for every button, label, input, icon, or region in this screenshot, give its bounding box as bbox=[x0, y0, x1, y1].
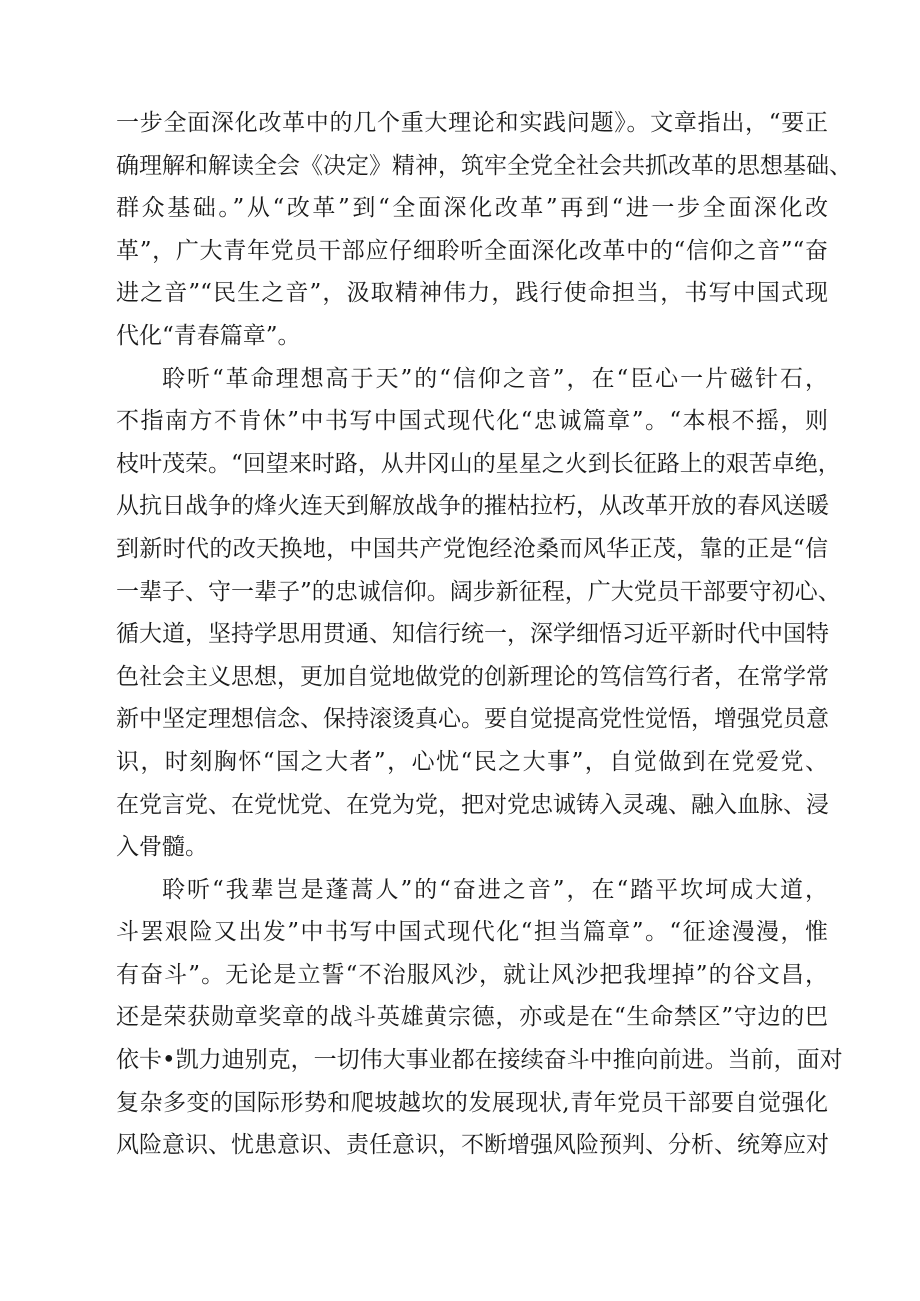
text-line: 群众基础。”从“改革”到“全面深化改革”再到“进一步全面深化改 bbox=[116, 195, 828, 222]
text-line: 不指南方不肯休”中书写中国式现代化“忠诚篇章”。“本根不摇，则 bbox=[116, 408, 828, 435]
text-line: 风险意识、忧患意识、责任意识，不断增强风险预判、分析、统筹应对 bbox=[116, 1132, 829, 1159]
text-line: 依卡•凯力迪别克，一切伟大事业都在接续奋斗中推向前进。当前，面对 bbox=[116, 1047, 843, 1074]
text-line: 入骨髓。 bbox=[116, 834, 208, 861]
text-line: 聆听“我辈岂是蓬蒿人”的“奋进之音”，在“踏平坎坷成大道， bbox=[162, 876, 828, 903]
text-line: 进之音”“民生之音”，汲取精神伟力，践行使命担当，书写中国式现 bbox=[116, 280, 828, 307]
text-line: 到新时代的改天换地，中国共产党饱经沧桑而风华正茂，靠的正是“信 bbox=[116, 535, 828, 562]
document-body bbox=[116, 102, 852, 1167]
text-line: 在党言党、在党忧党、在党为党，把对党忠诚铸入灵魂、融入血脉、浸 bbox=[116, 791, 829, 818]
text-line: 斗罢艰险又出发”中书写中国式现代化“担当篇章”。“征途漫漫，惟 bbox=[116, 919, 828, 946]
text-line: 聆听“革命理想高于天”的“信仰之音”，在“臣心一片磁针石， bbox=[162, 365, 828, 392]
text-line: 枝叶茂荣。“回望来时路，从井冈山的星星之火到长征路上的艰苦卓绝， bbox=[116, 450, 841, 477]
text-line: 循大道，坚持学思用贯通、知信行统一，深学细悟习近平新时代中国特 bbox=[116, 621, 829, 648]
text-line: 革”，广大青年党员干部应仔细聆听全面深化改革中的“信仰之音”“奋 bbox=[116, 237, 828, 264]
text-line: 代化“青春篇章”。 bbox=[116, 322, 301, 349]
text-line: 从抗日战争的烽火连天到解放战争的摧枯拉朽，从改革开放的春风送暖 bbox=[116, 493, 829, 520]
text-line: 新中坚定理想信念、保持滚烫真心。要自觉提高党性觉悟，增强党员意 bbox=[116, 706, 829, 733]
text-line: 一辈子、守一辈子”的忠诚信仰。阔步新征程，广大党员干部要守初心、 bbox=[116, 578, 841, 605]
text-line: 复杂多变的国际形势和爬坡越坎的发展现状,青年党员干部要自觉强化 bbox=[116, 1089, 828, 1116]
text-line: 还是荣获勋章奖章的战斗英雄黄宗德，亦或是在“生命禁区”守边的巴 bbox=[116, 1004, 828, 1031]
text-line: 一步全面深化改革中的几个重大理论和实践问题》。文章指出，“要正 bbox=[116, 110, 828, 136]
text-line: 确理解和解读全会《决定》精神，筑牢全党全社会共抓改革的思想基础、 bbox=[116, 152, 852, 179]
text-line: 识，时刻胸怀“国之大者”，心忧“民之大事”，自觉做到在党爱党、 bbox=[116, 748, 828, 775]
text-line: 有奋斗”。无论是立誓“不治服风沙，就让风沙把我埋掉”的谷文昌， bbox=[116, 961, 828, 988]
text-line: 色社会主义思想，更加自觉地做党的创新理论的笃信笃行者，在常学常 bbox=[116, 663, 829, 690]
